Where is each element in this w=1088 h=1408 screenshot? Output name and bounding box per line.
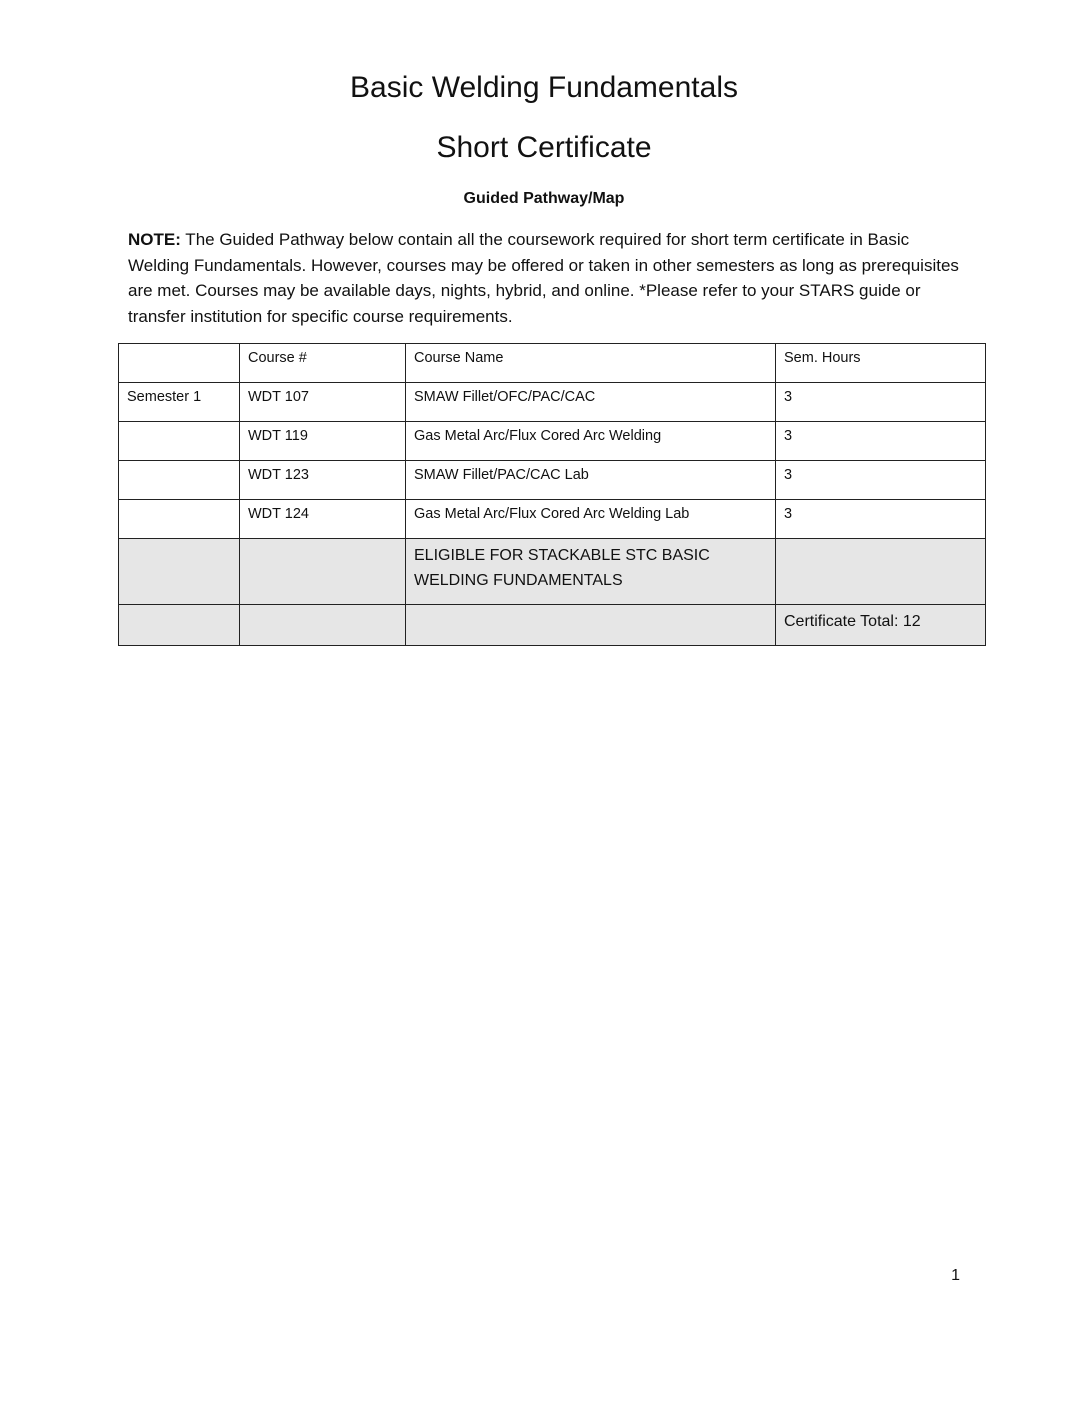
course-number-cell: WDT 123 (240, 461, 406, 500)
header-cell-semester (119, 344, 240, 383)
eligible-text-cell: ELIGIBLE FOR STACKABLE STC BASIC WELDING FUNDAMENTALS (406, 539, 776, 605)
empty-cell (119, 605, 240, 646)
sem-hours-cell: 3 (776, 422, 986, 461)
semester-cell: Semester 1 (119, 383, 240, 422)
course-name-cell: Gas Metal Arc/Flux Cored Arc Welding (406, 422, 776, 461)
semester-cell (119, 461, 240, 500)
table-header-row (119, 344, 986, 383)
total-row (119, 605, 986, 646)
course-number-cell: WDT 107 (240, 383, 406, 422)
eligible-row (119, 539, 986, 605)
semester-cell (119, 422, 240, 461)
semester-cell (119, 500, 240, 539)
page-subtitle: Short Certificate (436, 131, 652, 164)
table-row (119, 461, 986, 500)
course-name-cell: SMAW Fillet/OFC/PAC/CAC (406, 383, 776, 422)
empty-cell (406, 605, 776, 646)
page-number: 1 (951, 1267, 960, 1284)
note-label: NOTE: (128, 230, 181, 249)
sem-hours-cell: 3 (776, 383, 986, 422)
header-cell-course-number: Course # (240, 344, 406, 383)
table-row (119, 383, 986, 422)
course-name-cell: SMAW Fillet/PAC/CAC Lab (406, 461, 776, 500)
header-cell-course-name: Course Name (406, 344, 776, 383)
empty-cell (240, 605, 406, 646)
section-heading: Guided Pathway/Map (463, 190, 625, 207)
course-number-cell: WDT 124 (240, 500, 406, 539)
empty-cell (776, 539, 986, 605)
pathway-table (118, 343, 986, 646)
empty-cell (240, 539, 406, 605)
course-name-cell: Gas Metal Arc/Flux Cored Arc Welding Lab (406, 500, 776, 539)
certificate-total-cell: Certificate Total: 12 (776, 605, 986, 646)
empty-cell (119, 539, 240, 605)
header-cell-sem-hours: Sem. Hours (776, 344, 986, 383)
table-row (119, 500, 986, 539)
page-title: Basic Welding Fundamentals (350, 71, 738, 104)
table-row (119, 422, 986, 461)
note-text: The Guided Pathway below contain all the coursework required for short term certificate in Basic Welding Fundamentals. However, courses may be offered or taken in other semesters as long as prerequisites are met. Courses may be available days, nights, hybrid, and online. *Please refer to your STARS guide or transfer institution for specific course requirements. (128, 230, 959, 326)
note-paragraph (128, 227, 968, 329)
sem-hours-cell: 3 (776, 461, 986, 500)
sem-hours-cell: 3 (776, 500, 986, 539)
course-number-cell: WDT 119 (240, 422, 406, 461)
